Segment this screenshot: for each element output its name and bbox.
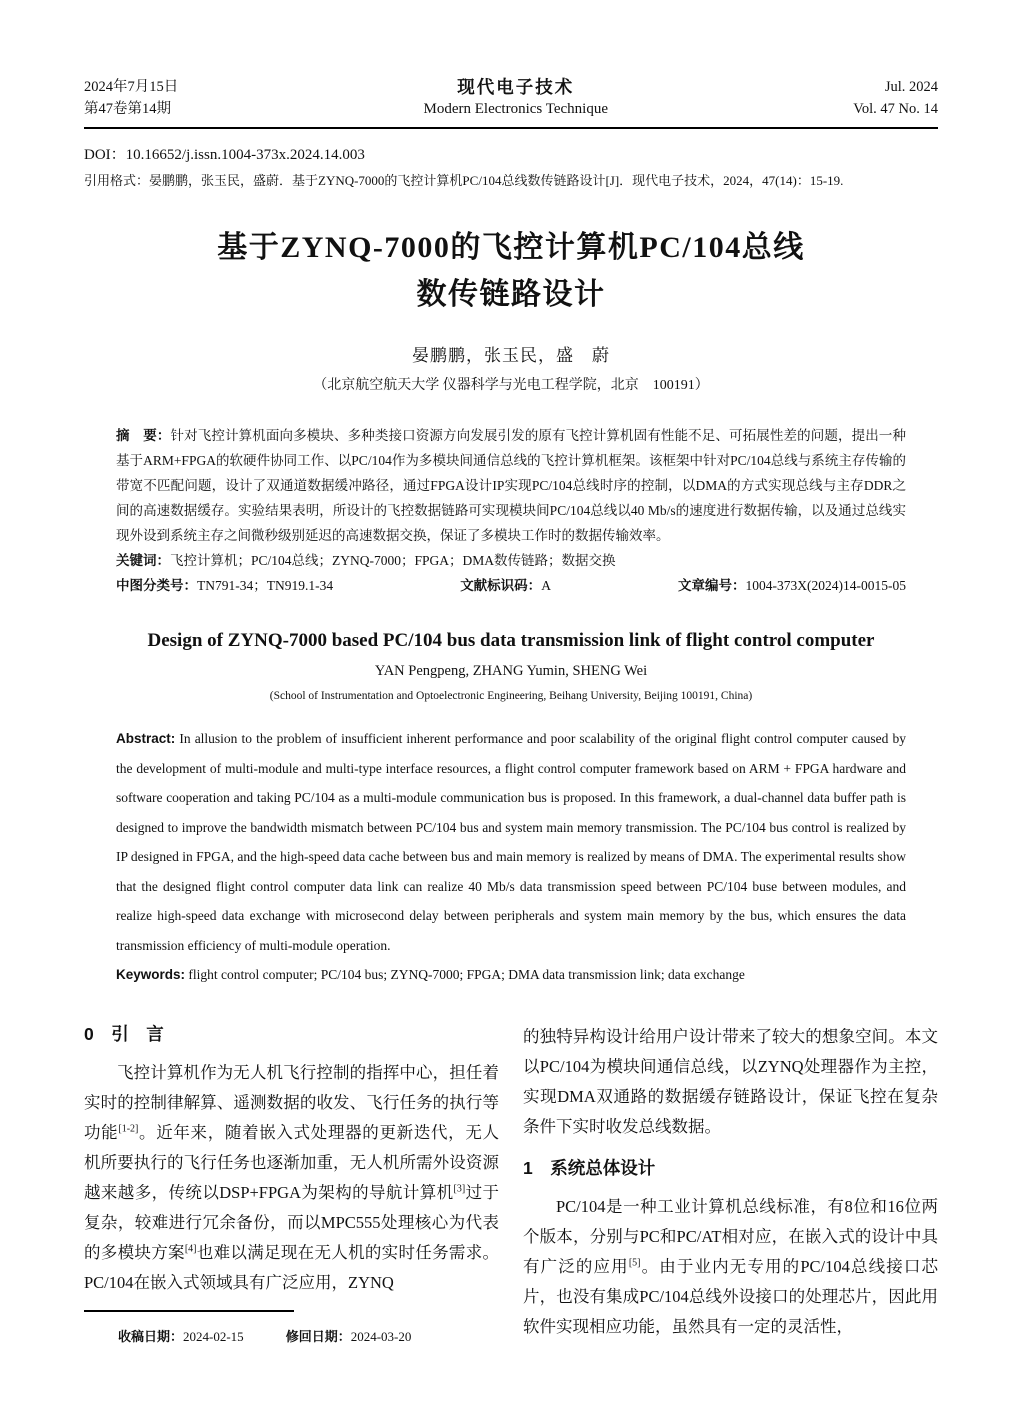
abstract-text-cn: 针对飞控计算机面向多模块、多种类接口资源方向发展引发的原有飞控计算机固有性能不足、可拓展性差的问题，提出一种基于ARM+FPGA的软硬件协同工作、以PC/104作为多模块间通信总线的飞控计算机框架。该框架中针对PC/104总线与系统主存传输的带宽不匹配问题，设计了双通道数据缓冲路径，通过FPGA设计IP实现PC/104总线时序的控制，以DMA的方式实现总线与主存DDR之间的高速数据缓存。实验结果表明，所设计的飞控数据链路可实现模块间PC/104总线以40 Mb/s的速度进行数据传输，以及通过总线实现外设到系统主存之间微秒级别延迟的高速数据交换，保证了多模块工作时的数据传输效率。 <box>116 428 907 543</box>
clc-label: 中图分类号： <box>116 578 197 593</box>
article-title-cn-line2: 数传链路设计 <box>416 278 606 311</box>
article-id-value: 1004-373X(2024)14-0015-05 <box>745 578 906 593</box>
abstract-block-cn <box>116 423 906 598</box>
page-header <box>84 76 938 120</box>
revised-date-value: 2024-03-20 <box>350 1328 412 1344</box>
journal-title-cn: 现代电子技术 <box>457 77 575 97</box>
right-column <box>523 1022 938 1346</box>
citation-line: 引用格式：晏鹏鹏，张玉民，盛蔚．基于ZYNQ-7000的飞控计算机PC/104总线数传链路设计[J]．现代电子技术，2024，47(14)：15-19. <box>84 173 844 188</box>
revised-date-label: 修回日期： <box>285 1328 351 1344</box>
clc-value: TN791-34；TN919.1-34 <box>197 578 334 593</box>
keywords-label-en: Keywords: <box>116 967 186 982</box>
article-title-cn <box>84 224 938 318</box>
header-journal-name <box>178 76 853 120</box>
article-id <box>678 573 906 598</box>
keywords-text-cn: 飞控计算机；PC/104总线；ZYNQ-7000；FPGA；DMA数传链路；数据交换 <box>170 553 616 568</box>
continuation-paragraph: 的独特异构设计给用户设计带来了较大的想象空间。本文以PC/104为模块间通信总线，以ZYNQ处理器作为主控，实现DMA双通路的数据缓存链路设计，保证飞控在复杂条件下实时收发总线数据。 <box>523 1026 938 1136</box>
footnote-dates <box>118 1328 499 1346</box>
authors-en: YAN Pengpeng, ZHANG Yumin, SHENG Wei <box>374 663 648 679</box>
section-0-heading: 0 引 言 <box>84 1023 164 1044</box>
keywords-text-en: flight control computer; PC/104 bus; ZYNQ-7000; FPGA; DMA data transmission link; data exchange <box>188 967 745 982</box>
header-rule <box>84 127 938 129</box>
received-date-value: 2024-02-15 <box>183 1328 244 1344</box>
doi-line: DOI：10.16652/j.issn.1004-373x.2024.14.003 <box>84 147 365 163</box>
header-volume-cn: 第47卷第14期 <box>84 101 171 117</box>
left-column <box>84 1022 499 1346</box>
classification-row <box>116 573 906 598</box>
clc-number <box>116 573 333 598</box>
header-issue-info-cn <box>84 76 178 120</box>
authors-cn: 晏鹏鹏，张玉民，盛 蔚 <box>412 346 610 365</box>
article-id-label: 文章编号： <box>678 578 746 593</box>
article-title-cn-line1: 基于ZYNQ-7000的飞控计算机PC/104总线 <box>217 231 805 264</box>
abstract-en <box>116 724 906 960</box>
affiliation-en: (School of Instrumentation and Optoelectronic Engineering, Beihang University, Beijing 100191, China) <box>269 690 753 702</box>
body-columns <box>84 1022 938 1346</box>
footnote <box>84 1310 499 1346</box>
header-issue-info-en <box>853 76 938 120</box>
document-code <box>460 573 551 598</box>
footnote-rule <box>84 1310 294 1312</box>
abstract-cn <box>116 423 906 548</box>
introduction-paragraph: 飞控计算机作为无人机飞行控制的指挥中心，担任着实时的控制律解算、遥测数据的收发、飞行任务的执行等功能[1-2]。近年来，随着嵌入式处理器的更新迭代，无人机所要执行的飞行任务也逐渐加重，无人机所需外设资源越来越多，传统以DSP+FPGA为架构的导航计算机[3]过于复杂，较难进行冗余备份，而以MPC555处理核心为代表的多模块方案[4]也难以满足现在无人机的实时任务需求。PC/104在嵌入式领域具有广泛应用，ZYNQ <box>84 1062 500 1292</box>
abstract-block-en <box>116 724 906 960</box>
abstract-label-en: Abstract: <box>116 731 176 746</box>
header-volume-en: Vol. 47 No. 14 <box>853 101 938 117</box>
keywords-label-cn: 关键词： <box>116 553 170 568</box>
keywords-en <box>116 960 906 990</box>
section-1-paragraph: PC/104是一种工业计算机总线标准，有8位和16位两个版本，分别与PC和PC/AT相对应，在嵌入式的设计中具有广泛的应用[5]。由于业内无专用的PC/104总线接口芯片，也没有集成PC/104总线外设接口的处理芯片，因此用软件实现相应功能，虽然具有一定的灵活性， <box>523 1196 938 1336</box>
document-code-label: 文献标识码： <box>460 578 542 593</box>
header-date-cn: 2024年7月15日 <box>84 79 179 95</box>
abstract-text-en: In allusion to the problem of insufficient inherent performance and poor scalability of the original flight control computer caused by the development of multi-module and multi-type interface resources, a flight control computer framework based on ARM + FPGA hardware and software cooperation and taking PC/104 as a multi-module communication bus is proposed. In this framework, a dual-channel data buffer path is designed to improve the bandwidth mismatch between PC/104 bus and system main memory transmission. The PC/104 bus control is realized by IP designed in FPGA, and the high-speed data cache between bus and main memory is realized by means of DMA. The experimental results show that the designed flight control computer data link can realize 40 Mb/s data transmission speed between PC/104 buse between modules, and realize high-speed data exchange with microsecond delay between peripherals and system main memory by the bus, which ensures the data transmission efficiency of multi-module operation. <box>116 731 907 953</box>
journal-title-en: Modern Electronics Technique <box>423 101 608 117</box>
abstract-label-cn: 摘 要： <box>116 428 171 443</box>
keywords-cn <box>116 548 906 573</box>
section-1-heading: 1 系统总体设计 <box>523 1157 656 1178</box>
received-date-label: 收稿日期： <box>118 1328 184 1344</box>
document-code-value: A <box>541 578 551 593</box>
header-date-en: Jul. 2024 <box>884 79 938 95</box>
affiliation-cn: （北京航空航天大学 仪器科学与光电工程学院，北京 100191） <box>313 378 709 393</box>
article-title-en: Design of ZYNQ-7000 based PC/104 bus data transmission link of flight control computer <box>147 630 875 651</box>
